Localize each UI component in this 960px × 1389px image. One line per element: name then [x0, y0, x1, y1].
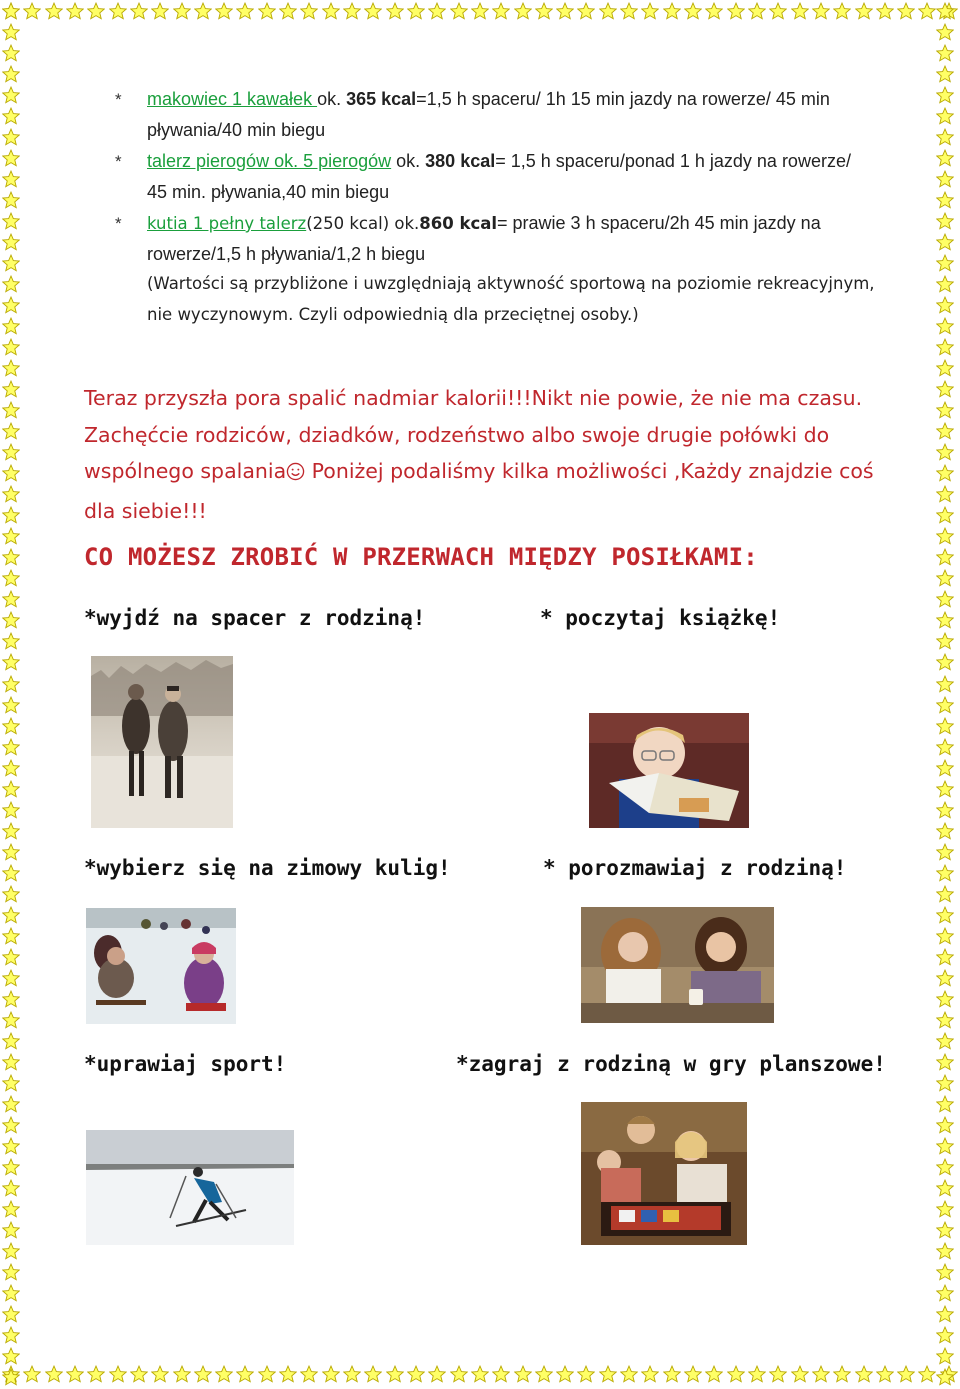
calorie-item	[115, 208, 875, 270]
photo-skiing	[86, 1130, 294, 1245]
intro-text-2: Poniżej podaliśmy kilka możliwości ,Każdy znajdzie coś dla siebie!!!	[84, 459, 874, 523]
photo-family-talk	[581, 907, 774, 1023]
calorie-item	[115, 84, 875, 146]
burn-equivalent: =1,5 h spaceru/ 1h 15 min jazdy na rowerze/ 45 min pływania/40 min biegu	[147, 89, 830, 140]
burn-equivalent: = 1,5 h spaceru/ponad 1 h jazdy na rowerze/ 45 min. pływania,40 min biegu	[147, 151, 851, 202]
photo-sleigh-ride	[86, 908, 236, 1024]
intro-text-1: Teraz przyszła pora spalić nadmiar kalorii!!!Nikt nie powie, że nie ma czasu. Zachęćcie rodziców, dziadków, rodzeństwo albo swoje drugie połówki do wspólnego spalania	[84, 386, 863, 483]
disclaimer-note: (Wartości są przybliżone i uwzględniają aktywność sportową na poziomie rekreacyjnym, nie wyczynowym. Czyli odpowiednią dla przeciętnej osoby.)	[147, 274, 875, 324]
activity-walk-label: *wyjdź na spacer z rodziną!	[84, 606, 426, 630]
activity-sleigh-label: *wybierz się na zimowy kulig!	[84, 856, 451, 880]
food-link[interactable]: talerz pierogów ok. 5 pierogów	[147, 151, 392, 171]
activity-boardgame-label: *zagraj z rodziną w gry planszowe!	[456, 1052, 886, 1076]
food-text: ok.	[391, 151, 426, 171]
list-bullet: *	[115, 90, 122, 109]
calorie-list	[115, 84, 875, 270]
list-bullet: *	[115, 214, 122, 233]
photo-board-game	[581, 1102, 747, 1245]
intro-paragraph	[84, 380, 884, 529]
food-text: ok.	[317, 89, 347, 109]
kcal-value: 860 kcal	[419, 214, 498, 233]
activity-sport-label: *uprawiaj sport!	[84, 1052, 287, 1076]
photo-reading-child	[589, 713, 749, 828]
calorie-item	[115, 146, 875, 208]
kcal-value: 380 kcal	[425, 151, 496, 171]
kcal-value: 365 kcal	[346, 89, 417, 109]
smiley-icon	[286, 456, 305, 493]
burn-equivalent: = prawie 3 h spaceru/2h 45 min jazdy na rowerze/1,5 h pływania/1,2 h biegu	[147, 213, 821, 264]
list-bullet: *	[115, 152, 122, 171]
food-text: (250 kcal) ok.	[306, 214, 420, 233]
activity-talk-label: * porozmawiaj z rodziną!	[543, 856, 847, 880]
food-link[interactable]: kutia 1 pełny talerz	[147, 214, 307, 233]
activity-read-label: * poczytaj książkę!	[540, 606, 781, 630]
food-link[interactable]: makowiec 1 kawałek	[147, 89, 318, 109]
section-heading: CO MOŻESZ ZROBIĆ W PRZERWACH MIĘDZY POSIŁKAMI:	[84, 543, 758, 571]
photo-winter-walk	[91, 656, 233, 828]
